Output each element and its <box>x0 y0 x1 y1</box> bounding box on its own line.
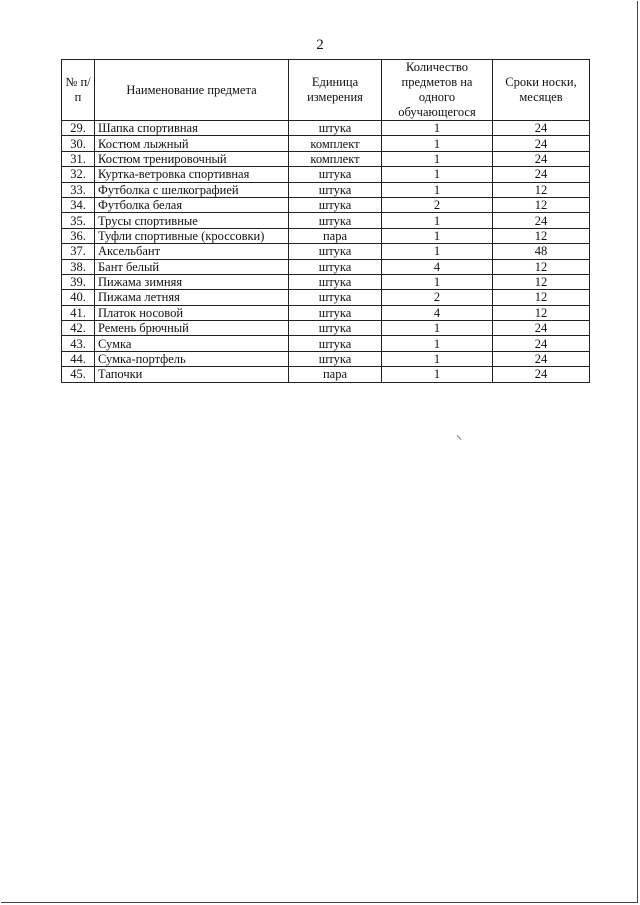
row-number: 34. <box>62 197 95 212</box>
table-row <box>62 367 590 382</box>
unit-of-measure: штука <box>289 351 382 366</box>
table-row <box>62 228 590 243</box>
wear-term: 12 <box>493 305 590 320</box>
item-name: Куртка-ветровка спортивная <box>95 167 289 182</box>
wear-term: 12 <box>493 228 590 243</box>
table-row <box>62 351 590 366</box>
table-row <box>62 244 590 259</box>
quantity: 1 <box>382 167 493 182</box>
quantity: 1 <box>382 136 493 151</box>
table-row <box>62 321 590 336</box>
quantity: 4 <box>382 259 493 274</box>
quantity: 1 <box>382 182 493 197</box>
table-row <box>62 259 590 274</box>
quantity: 1 <box>382 151 493 166</box>
header-name: Наименование предмета <box>95 60 289 121</box>
table-header-row <box>62 60 590 121</box>
item-name: Сумка-портфель <box>95 351 289 366</box>
wear-term: 12 <box>493 274 590 289</box>
unit-of-measure: штука <box>289 167 382 182</box>
wear-term: 24 <box>493 336 590 351</box>
row-number: 44. <box>62 351 95 366</box>
unit-of-measure: штука <box>289 259 382 274</box>
item-name: Трусы спортивные <box>95 213 289 228</box>
item-name: Аксельбант <box>95 244 289 259</box>
table-row <box>62 121 590 136</box>
unit-of-measure: штука <box>289 336 382 351</box>
table-row <box>62 197 590 212</box>
item-name: Платок носовой <box>95 305 289 320</box>
unit-of-measure: штука <box>289 274 382 289</box>
table-row <box>62 136 590 151</box>
quantity: 1 <box>382 336 493 351</box>
table-row <box>62 274 590 289</box>
wear-term: 12 <box>493 182 590 197</box>
table-row <box>62 182 590 197</box>
unit-of-measure: комплект <box>289 151 382 166</box>
unit-of-measure: штука <box>289 197 382 212</box>
quantity: 1 <box>382 213 493 228</box>
row-number: 36. <box>62 228 95 243</box>
unit-of-measure: штука <box>289 182 382 197</box>
unit-of-measure: штука <box>289 213 382 228</box>
wear-term: 24 <box>493 213 590 228</box>
wear-term: 12 <box>493 197 590 212</box>
wear-term: 24 <box>493 367 590 382</box>
wear-term: 48 <box>493 244 590 259</box>
table-row <box>62 213 590 228</box>
row-number: 39. <box>62 274 95 289</box>
wear-term: 12 <box>493 259 590 274</box>
unit-of-measure: пара <box>289 228 382 243</box>
quantity: 2 <box>382 290 493 305</box>
wear-term: 12 <box>493 290 590 305</box>
item-name: Туфли спортивные (кроссовки) <box>95 228 289 243</box>
table-row <box>62 336 590 351</box>
header-unit: Единица измерения <box>289 60 382 121</box>
item-name: Тапочки <box>95 367 289 382</box>
wear-term: 24 <box>493 136 590 151</box>
item-name: Ремень брючный <box>95 321 289 336</box>
row-number: 32. <box>62 167 95 182</box>
row-number: 29. <box>62 121 95 136</box>
row-number: 33. <box>62 182 95 197</box>
wear-term: 24 <box>493 167 590 182</box>
quantity: 1 <box>382 244 493 259</box>
table-row <box>62 305 590 320</box>
table-row <box>62 290 590 305</box>
item-name: Шапка спортивная <box>95 121 289 136</box>
unit-of-measure: штука <box>289 321 382 336</box>
wear-term: 24 <box>493 351 590 366</box>
quantity: 1 <box>382 228 493 243</box>
header-term: Сроки носки, месяцев <box>493 60 590 121</box>
item-name: Костюм лыжный <box>95 136 289 151</box>
table-row <box>62 151 590 166</box>
quantity: 1 <box>382 121 493 136</box>
unit-of-measure: штука <box>289 121 382 136</box>
row-number: 45. <box>62 367 95 382</box>
table-row <box>62 167 590 182</box>
unit-of-measure: штука <box>289 290 382 305</box>
row-number: 31. <box>62 151 95 166</box>
unit-of-measure: комплект <box>289 136 382 151</box>
quantity: 2 <box>382 197 493 212</box>
row-number: 38. <box>62 259 95 274</box>
row-number: 30. <box>62 136 95 151</box>
item-name: Пижама зимняя <box>95 274 289 289</box>
header-qty: Количество предметов на одного обучающегося <box>382 60 493 121</box>
item-name: Пижама летняя <box>95 290 289 305</box>
item-name: Футболка с шелкографией <box>95 182 289 197</box>
quantity: 1 <box>382 274 493 289</box>
wear-term: 24 <box>493 151 590 166</box>
row-number: 42. <box>62 321 95 336</box>
quantity: 1 <box>382 367 493 382</box>
row-number: 37. <box>62 244 95 259</box>
unit-of-measure: штука <box>289 244 382 259</box>
item-name: Бант белый <box>95 259 289 274</box>
row-number: 43. <box>62 336 95 351</box>
row-number: 35. <box>62 213 95 228</box>
item-name: Сумка <box>95 336 289 351</box>
quantity: 1 <box>382 321 493 336</box>
item-name: Футболка белая <box>95 197 289 212</box>
quantity: 4 <box>382 305 493 320</box>
quantity: 1 <box>382 351 493 366</box>
page-number: 2 <box>316 37 324 53</box>
items-table <box>61 59 590 383</box>
item-name: Костюм тренировочный <box>95 151 289 166</box>
unit-of-measure: пара <box>289 367 382 382</box>
wear-term: 24 <box>493 121 590 136</box>
row-number: 40. <box>62 290 95 305</box>
header-num: № п/п <box>62 60 95 121</box>
wear-term: 24 <box>493 321 590 336</box>
row-number: 41. <box>62 305 95 320</box>
table-body <box>62 121 590 383</box>
unit-of-measure: штука <box>289 305 382 320</box>
